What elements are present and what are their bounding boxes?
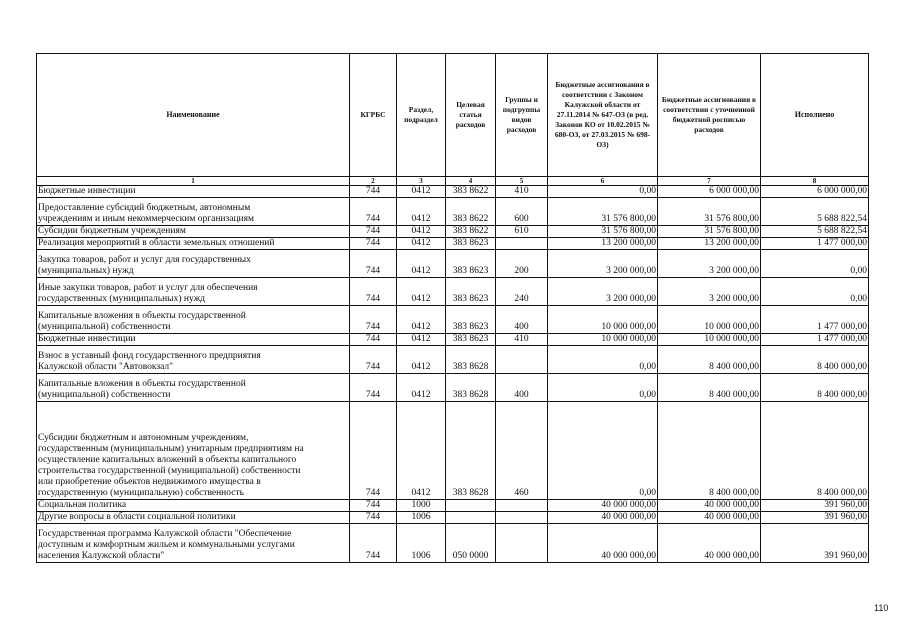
row-group: 460 — [496, 402, 548, 500]
header-assign-law: Бюджетные ассигнования в соответствии с Законом Калужской области от 27.11.2014 № 647-ОЗ (в ред. Законов КО от 10.02.2015 № 680-ОЗ, от 27.03.2015 № 698-ОЗ) — [548, 54, 658, 177]
row-executed: 6 000 000,00 — [761, 186, 869, 198]
row-assign-refined: 40 000 000,00 — [658, 500, 761, 512]
row-group: 200 — [496, 250, 548, 278]
row-group: 610 — [496, 226, 548, 238]
row-group: 410 — [496, 186, 548, 198]
row-group: 400 — [496, 374, 548, 402]
row-group — [496, 500, 548, 512]
row-razdel: 0412 — [397, 346, 446, 374]
row-target: 383 8628 — [446, 402, 496, 500]
row-group: 400 — [496, 306, 548, 334]
row-target — [446, 500, 496, 512]
row-target: 383 8623 — [446, 278, 496, 306]
row-target: 383 8622 — [446, 198, 496, 226]
row-target: 050 0000 — [446, 524, 496, 563]
row-razdel: 1006 — [397, 512, 446, 524]
row-target: 383 8622 — [446, 226, 496, 238]
row-group — [496, 346, 548, 374]
row-name: Бюджетные инвестиции — [37, 334, 350, 346]
column-number: 8 — [761, 177, 869, 186]
row-name: Социальная политика — [37, 500, 350, 512]
row-assign-refined: 40 000 000,00 — [658, 524, 761, 563]
header-row — [37, 54, 869, 177]
row-name: Капитальные вложения в объекты государственной (муниципальной) собственности — [37, 306, 350, 334]
row-assign-refined: 40 000 000,00 — [658, 512, 761, 524]
row-assign-refined: 31 576 800,00 — [658, 198, 761, 226]
table-row — [37, 374, 869, 402]
row-razdel: 0412 — [397, 334, 446, 346]
column-number: 6 — [548, 177, 658, 186]
row-razdel: 0412 — [397, 374, 446, 402]
row-group — [496, 238, 548, 250]
row-name: Реализация мероприятий в области земельных отношений — [37, 238, 350, 250]
table-row — [37, 512, 869, 524]
row-name: Субсидии бюджетным и автономным учреждениям, государственным (муниципальным) унитарным предприятиям на осуществление капитальных вложений в объекты капитального строительства государственной (муниципальной) собственности или приобретение объектов недвижимого имущества в государственную (муниципальную) собственность — [37, 402, 350, 500]
table-row — [37, 500, 869, 512]
header-razdel: Раздел, подраздел — [397, 54, 446, 177]
column-number: 3 — [397, 177, 446, 186]
header-tselevaya: Целевая статья расходов — [446, 54, 496, 177]
row-name: Взнос в уставный фонд государственного предприятия Калужской области "Автовокзал" — [37, 346, 350, 374]
row-target: 383 8623 — [446, 334, 496, 346]
table-body — [37, 186, 869, 563]
row-razdel: 0412 — [397, 226, 446, 238]
row-assign-refined: 10 000 000,00 — [658, 306, 761, 334]
row-assign-law: 0,00 — [548, 346, 658, 374]
row-target: 383 8622 — [446, 186, 496, 198]
table-row — [37, 346, 869, 374]
table-row — [37, 226, 869, 238]
row-kgrbs: 744 — [350, 334, 397, 346]
row-executed: 8 400 000,00 — [761, 374, 869, 402]
row-target: 383 8623 — [446, 306, 496, 334]
row-executed: 5 688 822,54 — [761, 198, 869, 226]
row-executed: 5 688 822,54 — [761, 226, 869, 238]
table-row — [37, 198, 869, 226]
table-row — [37, 524, 869, 563]
row-kgrbs: 744 — [350, 278, 397, 306]
table-row — [37, 278, 869, 306]
table-row — [37, 186, 869, 198]
column-number-row — [37, 177, 869, 186]
row-target — [446, 512, 496, 524]
page-number: 110 — [874, 603, 889, 613]
table-row — [37, 334, 869, 346]
row-executed: 391 960,00 — [761, 500, 869, 512]
row-kgrbs: 744 — [350, 306, 397, 334]
table-row — [37, 238, 869, 250]
row-assign-refined: 10 000 000,00 — [658, 334, 761, 346]
row-executed: 1 477 000,00 — [761, 238, 869, 250]
row-assign-refined: 8 400 000,00 — [658, 402, 761, 500]
row-kgrbs: 744 — [350, 250, 397, 278]
row-kgrbs: 744 — [350, 226, 397, 238]
row-assign-refined: 31 576 800,00 — [658, 226, 761, 238]
row-group: 600 — [496, 198, 548, 226]
row-kgrbs: 744 — [350, 524, 397, 563]
row-assign-law: 40 000 000,00 — [548, 512, 658, 524]
table-row — [37, 250, 869, 278]
row-assign-law: 0,00 — [548, 374, 658, 402]
table-row — [37, 306, 869, 334]
column-number: 2 — [350, 177, 397, 186]
row-executed: 0,00 — [761, 250, 869, 278]
row-razdel: 0412 — [397, 250, 446, 278]
row-name: Другие вопросы в области социальной политики — [37, 512, 350, 524]
row-assign-law: 3 200 000,00 — [548, 278, 658, 306]
header-assign-refined: Бюджетные ассигнования в соответствии с уточненной бюджетной росписью расходов — [658, 54, 761, 177]
budget-table — [36, 53, 869, 563]
row-razdel: 0412 — [397, 198, 446, 226]
row-executed: 1 477 000,00 — [761, 334, 869, 346]
row-name: Субсидии бюджетным учреждениям — [37, 226, 350, 238]
row-group — [496, 512, 548, 524]
column-number: 1 — [37, 177, 350, 186]
row-name: Бюджетные инвестиции — [37, 186, 350, 198]
row-assign-refined: 13 200 000,00 — [658, 238, 761, 250]
row-kgrbs: 744 — [350, 500, 397, 512]
row-assign-law: 31 576 800,00 — [548, 226, 658, 238]
row-razdel: 0412 — [397, 306, 446, 334]
row-name: Предоставление субсидий бюджетным, автономным учреждениям и иным некоммерческим организациям — [37, 198, 350, 226]
table-row — [37, 402, 869, 500]
row-executed: 391 960,00 — [761, 512, 869, 524]
row-assign-law: 0,00 — [548, 186, 658, 198]
row-name: Государственная программа Калужской области "Обеспечение доступным и комфортным жильем и коммунальными услугами населения Калужской области" — [37, 524, 350, 563]
row-group: 240 — [496, 278, 548, 306]
row-razdel: 0412 — [397, 186, 446, 198]
row-razdel: 1000 — [397, 500, 446, 512]
header-kgrbs: КГРБС — [350, 54, 397, 177]
column-number: 4 — [446, 177, 496, 186]
row-assign-law: 10 000 000,00 — [548, 306, 658, 334]
row-target: 383 8623 — [446, 250, 496, 278]
column-number: 7 — [658, 177, 761, 186]
row-kgrbs: 744 — [350, 512, 397, 524]
row-executed: 8 400 000,00 — [761, 346, 869, 374]
row-name: Капитальные вложения в объекты государственной (муниципальной) собственности — [37, 374, 350, 402]
header-name: Наименование — [37, 54, 350, 177]
row-group: 410 — [496, 334, 548, 346]
row-assign-law: 3 200 000,00 — [548, 250, 658, 278]
row-group — [496, 524, 548, 563]
column-number: 5 — [496, 177, 548, 186]
row-kgrbs: 744 — [350, 198, 397, 226]
row-target: 383 8623 — [446, 238, 496, 250]
row-target: 383 8628 — [446, 374, 496, 402]
row-executed: 8 400 000,00 — [761, 402, 869, 500]
row-assign-refined: 6 000 000,00 — [658, 186, 761, 198]
row-executed: 1 477 000,00 — [761, 306, 869, 334]
header-executed: Исполнено — [761, 54, 869, 177]
row-name: Иные закупки товаров, работ и услуг для обеспечения государственных (муниципальных) нужд — [37, 278, 350, 306]
row-assign-refined: 8 400 000,00 — [658, 346, 761, 374]
row-razdel: 1006 — [397, 524, 446, 563]
row-kgrbs: 744 — [350, 374, 397, 402]
row-kgrbs: 744 — [350, 346, 397, 374]
row-razdel: 0412 — [397, 402, 446, 500]
row-assign-law: 0,00 — [548, 402, 658, 500]
row-executed: 391 960,00 — [761, 524, 869, 563]
row-razdel: 0412 — [397, 278, 446, 306]
row-kgrbs: 744 — [350, 186, 397, 198]
row-assign-law: 31 576 800,00 — [548, 198, 658, 226]
row-assign-law: 40 000 000,00 — [548, 524, 658, 563]
row-target: 383 8628 — [446, 346, 496, 374]
row-executed: 0,00 — [761, 278, 869, 306]
row-assign-law: 40 000 000,00 — [548, 500, 658, 512]
row-kgrbs: 744 — [350, 238, 397, 250]
row-assign-refined: 8 400 000,00 — [658, 374, 761, 402]
row-kgrbs: 744 — [350, 402, 397, 500]
row-razdel: 0412 — [397, 238, 446, 250]
row-assign-law: 13 200 000,00 — [548, 238, 658, 250]
row-assign-law: 10 000 000,00 — [548, 334, 658, 346]
row-name: Закупка товаров, работ и услуг для государственных (муниципальных) нужд — [37, 250, 350, 278]
row-assign-refined: 3 200 000,00 — [658, 250, 761, 278]
row-assign-refined: 3 200 000,00 — [658, 278, 761, 306]
header-gruppy: Группы и подгруппы видов расходов — [496, 54, 548, 177]
